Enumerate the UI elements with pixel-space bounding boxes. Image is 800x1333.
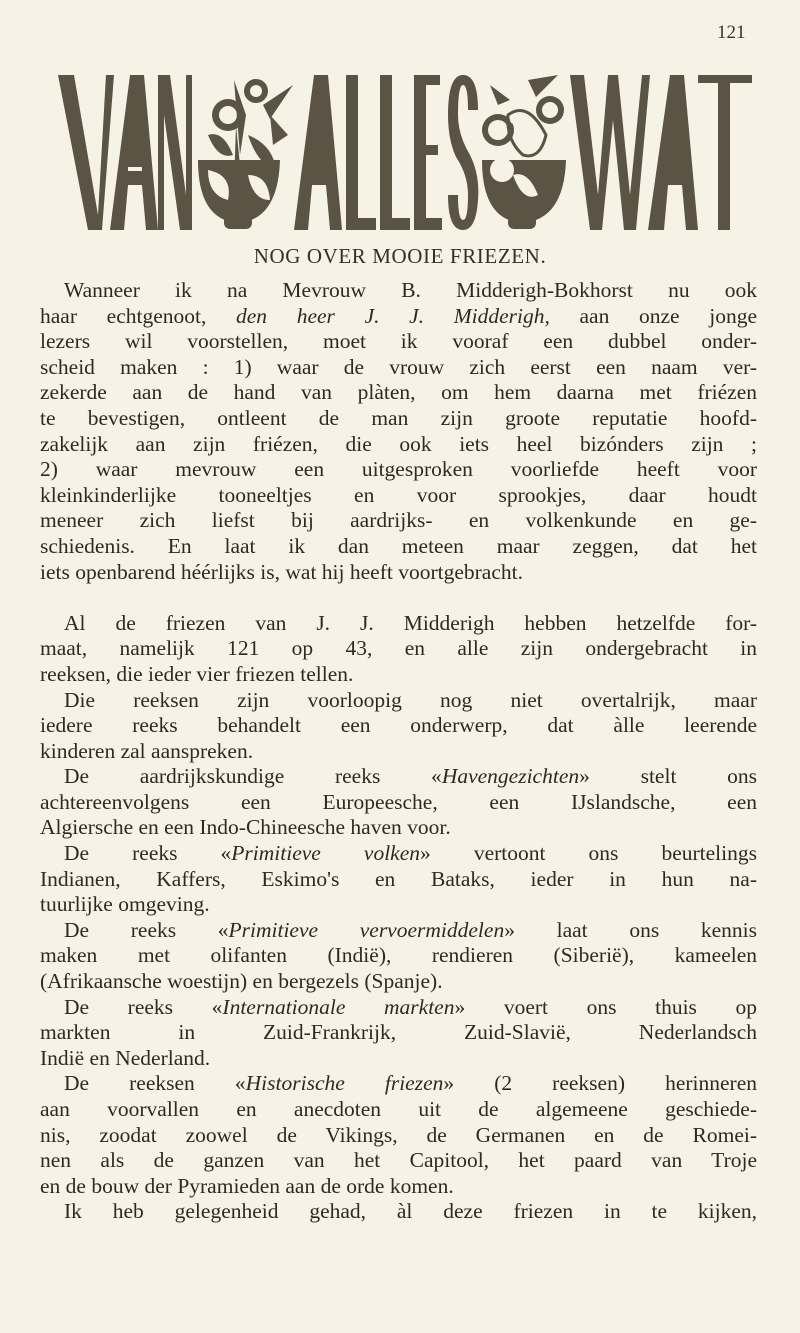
text-run: lezers wil voorstellen, moet ik vooraf een dubbel onder- <box>40 329 757 354</box>
paragraph <box>40 688 757 765</box>
article-title: NOG OVER MOOIE FRIEZEN. <box>253 244 547 268</box>
text-line <box>40 636 757 662</box>
text-run: kleinkinderlijke tooneeltjes en voor sprookjes, daar houdt <box>40 482 757 507</box>
text-line <box>40 611 757 637</box>
text-run: iedere reeks behandelt een onderwerp, dat àlle leerende <box>40 713 757 738</box>
text-run: (Afrikaansche woestijn) en bergezels (Spanje). <box>40 969 443 994</box>
text-run: Al de friezen van J. J. Midderigh hebben hetzelfde for- <box>64 610 757 635</box>
italic-title: Havengezichten <box>441 764 580 789</box>
text-run: Ik heb gelegenheid gehad, àl deze friezen in te kijken, <box>64 1199 757 1224</box>
text-line <box>40 688 757 714</box>
italic-title: Internationale markten <box>222 994 455 1019</box>
text-run: De reeks « <box>64 917 229 942</box>
masthead-lettering <box>58 75 752 230</box>
text-run: schiedenis. En laat ik dan meteen maar zeggen, dat het <box>40 533 757 558</box>
text-run: tuurlijke omgeving. <box>40 892 210 917</box>
paragraph <box>40 1071 757 1199</box>
text-run: aan onze jonge <box>549 303 758 328</box>
text-run: scheid maken : 1) waar de vrouw zich eerst een naam ver- <box>40 354 757 379</box>
text-line <box>40 380 757 406</box>
text-line <box>40 943 757 969</box>
text-line <box>40 739 757 765</box>
text-line <box>40 355 757 381</box>
text-run: De aardrijkskundige reeks « <box>64 764 442 789</box>
text-run: » laat ons kennis <box>504 917 757 942</box>
text-run: » vertoont ons beurtelings <box>420 841 757 866</box>
text-line <box>40 867 757 893</box>
text-run: aan voorvallen en anecdoten uit de algemeene geschiede- <box>40 1097 757 1121</box>
italic-title: Primitieve vervoermiddelen <box>228 917 505 942</box>
text-line <box>40 969 757 995</box>
text-run: achtereenvolgens een Europeesche, een IJslandsche, een <box>40 789 757 814</box>
text-line <box>40 329 757 355</box>
page-number: 121 <box>717 22 746 43</box>
text-run: markten in Zuid-Frankrijk, Zuid-Slavië, Nederlandsch <box>40 1020 757 1045</box>
text-line <box>40 1020 757 1046</box>
paragraph <box>40 764 757 841</box>
text-line <box>40 764 757 790</box>
italic-title: Historische friezen <box>245 1071 444 1096</box>
masthead-logo <box>58 75 752 230</box>
text-line <box>40 1097 757 1123</box>
italic-title: Primitieve volken <box>231 841 421 866</box>
paragraph <box>40 841 757 918</box>
paragraph <box>40 918 757 995</box>
text-line <box>40 918 757 944</box>
text-run: Die reeksen zijn voorloopig nog niet overtalrijk, maar <box>64 687 757 712</box>
text-line <box>40 483 757 509</box>
text-line <box>40 304 757 330</box>
text-run: iets openbarend héérlijks is, wat hij heeft voortgebracht. <box>40 559 523 584</box>
text-line <box>40 662 757 688</box>
text-run: » (2 reeksen) herinneren <box>443 1071 757 1096</box>
text-line <box>40 841 757 867</box>
text-run: en de bouw der Pyramieden aan de orde komen. <box>40 1173 454 1198</box>
paragraph <box>40 1199 757 1225</box>
text-run: Indianen, Kaffers, Eskimo's en Bataks, ieder in hun na- <box>40 866 757 891</box>
article-body <box>40 278 757 1225</box>
text-run: zekerde aan de hand van plàten, om hem daarna met friézen <box>40 380 757 405</box>
text-line <box>40 406 757 432</box>
text-line <box>40 1046 757 1072</box>
text-line <box>40 534 757 560</box>
text-line <box>40 1174 757 1200</box>
flower-bowl-icon <box>198 79 293 229</box>
text-run: Algiersche en een Indo-Chineesche haven voor. <box>40 815 451 840</box>
text-run: haar echtgenoot, <box>40 303 237 328</box>
text-line <box>40 457 757 483</box>
text-run: maken met olifanten (Indië), rendieren (Siberië), kameelen <box>40 943 757 968</box>
text-line <box>40 995 757 1021</box>
text-line <box>40 278 757 304</box>
text-line <box>40 892 757 918</box>
text-line <box>40 508 757 534</box>
masthead-artwork <box>58 75 752 230</box>
text-line <box>40 815 757 841</box>
text-line <box>40 1148 757 1174</box>
text-line <box>40 1199 757 1225</box>
text-run: 2) waar mevrouw een uitgesproken voorliefde heeft voor <box>40 457 757 482</box>
paragraph-gap <box>40 585 757 611</box>
text-run: zakelijk aan zijn friézen, die ook iets heel bizónders zijn ; <box>40 431 757 456</box>
text-line <box>40 1071 757 1097</box>
text-run: meneer zich liefst bij aardrijks- en volkenkunde en ge- <box>40 508 757 533</box>
paragraph <box>40 611 757 688</box>
text-run: kinderen zal aanspreken. <box>40 738 254 763</box>
text-run: » stelt ons <box>579 764 757 789</box>
italic-title: den heer J. J. Midderigh, <box>236 303 550 328</box>
text-run: maat, namelijk 121 op 43, en alle zijn ondergebracht in <box>40 636 757 661</box>
text-run: reeksen, die ieder vier friezen tellen. <box>40 661 354 686</box>
paragraph <box>40 278 757 585</box>
text-run: Wanneer ik na Mevrouw B. Midderigh-Bokhorst nu ook <box>64 278 757 302</box>
text-run: De reeks « <box>64 994 223 1019</box>
text-run: te bevestigen, ontleent de man zijn groote reputatie hoofd- <box>40 405 757 430</box>
paragraph <box>40 995 757 1072</box>
text-run: nis, zoodat zoowel de Vikings, de Germanen en de Romei- <box>40 1122 757 1147</box>
text-line <box>40 560 757 586</box>
fruit-bowl-icon <box>482 75 566 229</box>
text-run: De reeksen « <box>64 1071 246 1096</box>
text-run: De reeks « <box>64 841 232 866</box>
text-line <box>40 790 757 816</box>
text-line <box>40 1123 757 1149</box>
text-line <box>40 432 757 458</box>
text-line <box>40 713 757 739</box>
text-run: » voert ons thuis op <box>454 994 758 1019</box>
text-run: nen als de ganzen van het Capitool, het paard van Troje <box>40 1148 757 1173</box>
text-run: Indië en Nederland. <box>40 1045 211 1070</box>
